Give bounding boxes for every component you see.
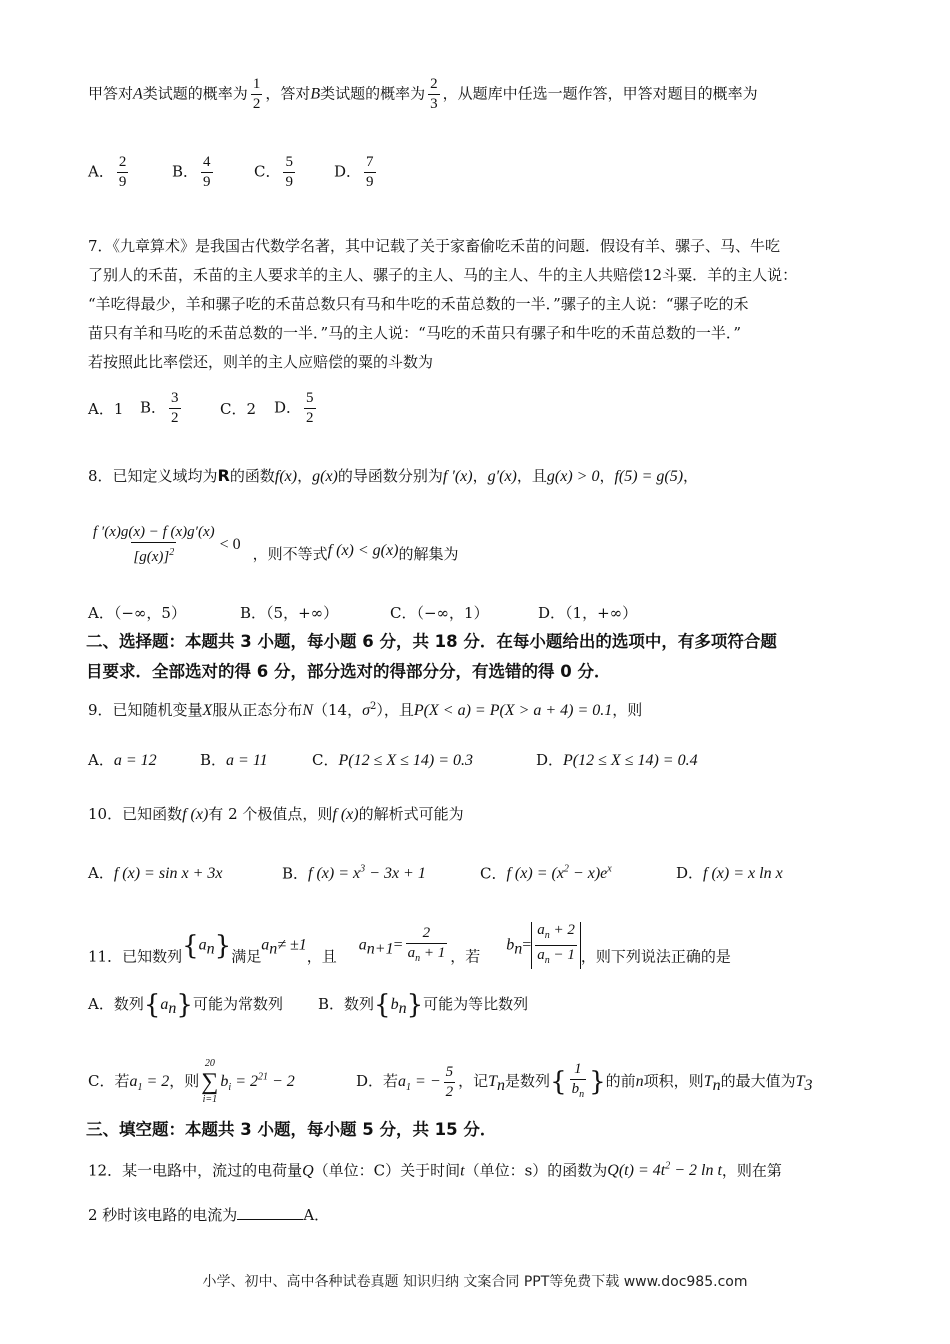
q9-option-b: B．a = 11 [200,751,268,769]
q11-option-a: A．数列$\{a_n\}$可能为常数列 [88,990,283,1020]
q10-option-b: B．f $(x) = x^3 - 3x + 1$ [282,864,426,883]
q8-options [88,603,637,623]
q10-stem: 10．已知函数f (x)有 2 个极值点，则f (x)的解析式可能为 [88,805,464,823]
q6-option-d: D． $\frac{7}{9}$ [334,154,374,190]
real-numbers-symbol: R [217,466,230,485]
q11-option-d: D．若$a_1$ = − $\frac{5}{2}$ ，记$T_n$是数列{ $\frac{1}{b_n}$ }的前n项积，则$T_n$的最大值为$T_3$ [356,1061,813,1103]
q6-stem [88,76,758,113]
q6-text: 甲答对 [88,84,134,103]
q11-stem: 11．已知数列$\{a_n\}$满足$a_n\ne \pm 1$，且$a_{n+1}=$ $\frac{2}{a_n + 1}$ ，若$b_n=$ $\frac{a_n + 2}{a_n - 1}$ ，则下列说法正确的是 [88,922,731,969]
q11-option-c: C．若$a_1 = 2$，则 20 ∑ i=1 $b_i = 2^{21} - 2$ [88,1058,295,1105]
q6-options [88,154,379,191]
q6-prob-a: $\frac{1}{2}$ [252,76,261,112]
q11-options-cd [88,1058,813,1106]
q7-option-a: A．1 [88,399,124,418]
q10-option-a: A．f (x) = sin x + 3x [88,864,223,883]
q10-options [88,860,783,884]
q7-option-c: C．2 [220,399,257,418]
q7-options [88,390,319,427]
q9-stem: 9．已知随机变量X服从正态分布N（14，$\sigma^2$），且P(X < a) = P(X > a + 4) = 0.1，则 [88,701,643,719]
q10-option-c: C．f $(x) = (x^2 - x)e^x$ [480,864,612,883]
section-2-heading-cont: 目要求．全部选对的得 6 分，部分选对的得部分分，有选错的得 0 分． [86,662,611,681]
q7-line-2: 了别人的禾苗，禾苗的主人要求羊的主人、骡子的主人、马的主人、牛的主人共赔偿12斗粟．羊的主人说： [88,266,798,284]
q7-line-5: 若按照此比率偿还，则羊的主人应赔偿的粟的斗数为 [88,353,434,371]
answer-blank[interactable] [237,1205,303,1220]
q11-option-b: B．数列$\{b_n\}$可能为等比数列 [318,990,529,1020]
section-2-heading: 二、选择题：本题共 3 小题，每小题 6 分，共 18 分．在每小题给出的选项中，有多项符合题 [86,632,777,651]
q9-options [88,750,698,771]
q6-text: 类试题的概率为 [142,84,248,103]
section-3-heading: 三、填空题：本题共 3 小题，每小题 5 分，共 15 分． [86,1120,497,1139]
q8-option-a: A．（−∞，5） [88,604,186,622]
q8-option-b: B．（5，+∞） [240,604,339,622]
q6-prob-b: $\frac{2}{3}$ [430,76,438,112]
q8-fraction: $\frac{f '(x)g(x) - f (x)g'(x)}{[g(x)]^2}$ [93,524,215,565]
q7-option-d: D． $\frac{5}{2}$ [274,390,314,426]
q6-var-b: B [310,85,321,103]
q7-line-4: 苗只有羊和马吃的禾苗总数的一半．”马的主人说：“马吃的禾苗只有骡子和牛吃的禾苗总数的一半．” [88,324,742,342]
q6-option-a: A． $\frac{2}{9}$ [88,154,127,190]
q6-text: ，答对 [265,84,311,103]
q8-stem: 8．已知定义域均为R的函数f(x)，g(x)的导函数分别为f ′(x)，g′(x)，且g(x) > 0，f(5) = g(5)， [88,466,699,485]
q9-option-a: A．a = 12 [88,751,157,769]
q6-var-a: A [133,85,143,103]
q7-line-3: “羊吃得最少，羊和骡子吃的禾苗总数只有马和牛吃的禾苗总数的一半．”骡子的主人说：“骡子吃的禾 [88,295,749,313]
page-footer: 小学、初中、高中各种试卷真题 知识归纳 文案合同 PPT等免费下载 www.doc985.com [202,1274,748,1290]
q10-option-d: D．f (x) = x ln x [676,864,783,883]
q8-condition: $\frac{f '(x)g(x) - f (x)g'(x)}{[g(x)]^2}$ < 0，则不等式f (x) < g(x)的解集为 [93,524,459,565]
q8-option-d: D．（1，+∞） [538,604,638,622]
q8-option-c: C．（−∞，1） [390,604,489,622]
q6-option-b: B． $\frac{4}{9}$ [172,154,211,190]
q12-stem: 12．某一电路中，流过的电荷量Q（单位：C）关于时间t（单位：s）的函数为$Q(t) = 4t^2 - 2$ ln t，则在第 [88,1161,782,1180]
summation: 20 ∑ i=1 [201,1058,219,1105]
q6-option-c: C． $\frac{5}{9}$ [254,154,293,190]
q7-option-b: B． $\frac{3}{2}$ [140,390,179,426]
q6-text: 类试题的概率为 [320,84,426,103]
q9-option-d: D．P(12 ≤ X ≤ 14) = 0.4 [536,751,698,769]
q12-stem-cont: 2 秒时该电路的电流为 A． [88,1206,330,1224]
q11-options-ab [88,990,529,1020]
q6-text: ，从题库中任选一题作答，甲答对题目的概率为 [442,84,758,103]
q9-option-c: C．P(12 ≤ X ≤ 14) = 0.3 [312,751,474,769]
q7-line-1: 7．《九章算术》是我国古代数学名著，其中记载了关于家畜偷吃禾苗的问题．假设有羊、骡子、马、牛吃 [88,237,781,255]
